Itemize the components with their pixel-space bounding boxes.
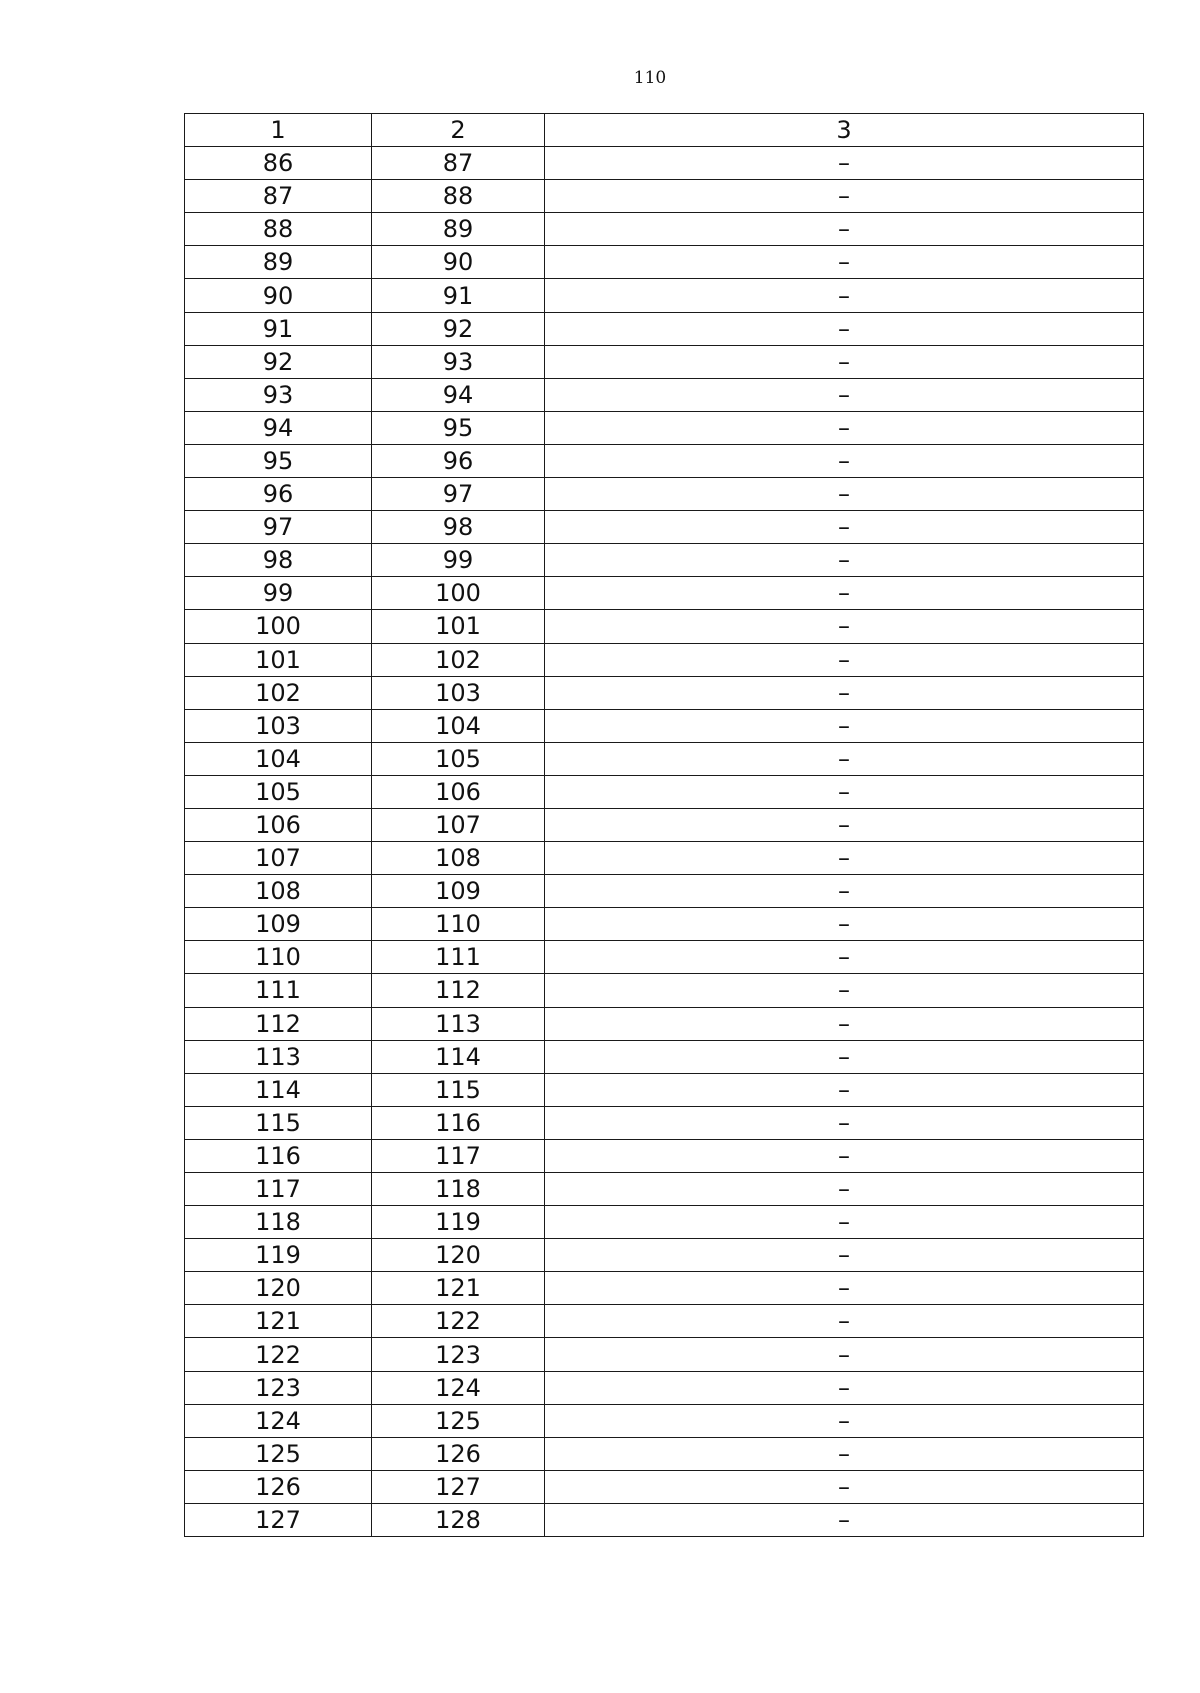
table-cell-col-3: – [545, 709, 1144, 742]
table-row [185, 1338, 1144, 1371]
table-row [185, 378, 1144, 411]
data-table [184, 113, 1144, 1537]
table-cell-col-3: – [545, 312, 1144, 345]
table-cell-col-3: – [545, 1073, 1144, 1106]
table-row [185, 1206, 1144, 1239]
table-cell-col-2: 121 [372, 1272, 545, 1305]
table-cell-col-3: – [545, 147, 1144, 180]
table-cell-col-2: 91 [372, 279, 545, 312]
table-cell-col-3: – [545, 1437, 1144, 1470]
table-row [185, 610, 1144, 643]
table-cell-col-3: – [545, 1338, 1144, 1371]
table-row [185, 345, 1144, 378]
table-row [185, 213, 1144, 246]
table-cell-col-1: 110 [185, 941, 372, 974]
table-cell-col-3: – [545, 345, 1144, 378]
table-cell-col-2: 110 [372, 908, 545, 941]
table-row [185, 1272, 1144, 1305]
page-number: 110 [633, 68, 667, 88]
table-row [185, 312, 1144, 345]
table-cell-col-1: 100 [185, 610, 372, 643]
table-cell-col-2: 117 [372, 1139, 545, 1172]
table-row [185, 1040, 1144, 1073]
table-cell-col-1: 123 [185, 1371, 372, 1404]
table-cell-col-2: 115 [372, 1073, 545, 1106]
table-cell-col-1: 96 [185, 478, 372, 511]
table-cell-col-1: 90 [185, 279, 372, 312]
table-cell-col-1: 126 [185, 1470, 372, 1503]
table-cell-col-3: – [545, 577, 1144, 610]
table-cell-col-1: 91 [185, 312, 372, 345]
table-cell-col-3: – [545, 1272, 1144, 1305]
table-cell-col-2: 93 [372, 345, 545, 378]
table-cell-col-1: 88 [185, 213, 372, 246]
table-cell-col-2: 123 [372, 1338, 545, 1371]
table-cell-col-2: 114 [372, 1040, 545, 1073]
table-cell-col-3: – [545, 842, 1144, 875]
table-cell-col-3: – [545, 1040, 1144, 1073]
table-cell-col-2: 100 [372, 577, 545, 610]
table-cell-col-2: 125 [372, 1404, 545, 1437]
table-cell-col-3: – [545, 180, 1144, 213]
table-cell-col-1: 101 [185, 643, 372, 676]
table-row [185, 577, 1144, 610]
table-cell-col-2: 92 [372, 312, 545, 345]
table-row [185, 643, 1144, 676]
table-row [185, 478, 1144, 511]
table-cell-col-3: – [545, 941, 1144, 974]
table-cell-col-2: 112 [372, 974, 545, 1007]
table-cell-col-2: 116 [372, 1106, 545, 1139]
table-row [185, 246, 1144, 279]
table-cell-col-1: 95 [185, 444, 372, 477]
table-cell-col-3: – [545, 478, 1144, 511]
table-cell-col-1: 116 [185, 1139, 372, 1172]
table-cell-col-3: – [545, 908, 1144, 941]
table-row [185, 1173, 1144, 1206]
table-header-row [185, 114, 1144, 147]
table-cell-col-3: – [545, 1404, 1144, 1437]
column-header-3: 3 [545, 114, 1144, 147]
table-cell-col-1: 113 [185, 1040, 372, 1073]
table-cell-col-2: 105 [372, 742, 545, 775]
table-row [185, 842, 1144, 875]
table-cell-col-2: 98 [372, 511, 545, 544]
table-cell-col-1: 109 [185, 908, 372, 941]
table-cell-col-1: 111 [185, 974, 372, 1007]
table-cell-col-3: – [545, 1305, 1144, 1338]
table-cell-col-2: 126 [372, 1437, 545, 1470]
table-row [185, 1503, 1144, 1536]
table-row [185, 875, 1144, 908]
table-cell-col-2: 119 [372, 1206, 545, 1239]
table-cell-col-3: – [545, 411, 1144, 444]
table-cell-col-3: – [545, 1371, 1144, 1404]
table-row [185, 1073, 1144, 1106]
table-cell-col-2: 99 [372, 544, 545, 577]
table-cell-col-1: 104 [185, 742, 372, 775]
table-cell-col-2: 120 [372, 1239, 545, 1272]
table-row [185, 908, 1144, 941]
table-row [185, 1371, 1144, 1404]
table-cell-col-2: 104 [372, 709, 545, 742]
table-cell-col-1: 99 [185, 577, 372, 610]
table-cell-col-1: 89 [185, 246, 372, 279]
table-cell-col-3: – [545, 1106, 1144, 1139]
table-cell-col-1: 115 [185, 1106, 372, 1139]
table-cell-col-2: 111 [372, 941, 545, 974]
table-cell-col-2: 88 [372, 180, 545, 213]
table-cell-col-1: 102 [185, 676, 372, 709]
table-cell-col-3: – [545, 1470, 1144, 1503]
table-cell-col-2: 87 [372, 147, 545, 180]
table-cell-col-1: 94 [185, 411, 372, 444]
table-cell-col-3: – [545, 1007, 1144, 1040]
table-cell-col-1: 87 [185, 180, 372, 213]
table-cell-col-3: – [545, 279, 1144, 312]
table-cell-col-1: 118 [185, 1206, 372, 1239]
table-row [185, 279, 1144, 312]
table-cell-col-1: 121 [185, 1305, 372, 1338]
table-cell-col-2: 107 [372, 808, 545, 841]
table-row [185, 1437, 1144, 1470]
table-cell-col-3: – [545, 643, 1144, 676]
table-row [185, 1106, 1144, 1139]
table-row [185, 1470, 1144, 1503]
table-cell-col-3: – [545, 378, 1144, 411]
table-body [185, 147, 1144, 1537]
table-row [185, 511, 1144, 544]
table-row [185, 974, 1144, 1007]
table-row [185, 444, 1144, 477]
table-cell-col-2: 108 [372, 842, 545, 875]
table-cell-col-3: – [545, 213, 1144, 246]
table-cell-col-3: – [545, 444, 1144, 477]
table-cell-col-2: 102 [372, 643, 545, 676]
table-row [185, 941, 1144, 974]
table-cell-col-3: – [545, 676, 1144, 709]
table-cell-col-3: – [545, 1173, 1144, 1206]
table-cell-col-3: – [545, 808, 1144, 841]
table-cell-col-3: – [545, 974, 1144, 1007]
table-cell-col-1: 97 [185, 511, 372, 544]
table-cell-col-3: – [545, 1239, 1144, 1272]
table-cell-col-1: 98 [185, 544, 372, 577]
table-row [185, 411, 1144, 444]
table-row [185, 147, 1144, 180]
table-cell-col-2: 122 [372, 1305, 545, 1338]
table-cell-col-1: 92 [185, 345, 372, 378]
table-cell-col-1: 117 [185, 1173, 372, 1206]
table-cell-col-2: 97 [372, 478, 545, 511]
table-cell-col-1: 124 [185, 1404, 372, 1437]
table-cell-col-1: 120 [185, 1272, 372, 1305]
table-cell-col-1: 107 [185, 842, 372, 875]
table-row [185, 676, 1144, 709]
table-cell-col-1: 125 [185, 1437, 372, 1470]
table-row [185, 709, 1144, 742]
table-cell-col-3: – [545, 1503, 1144, 1536]
table-cell-col-1: 119 [185, 1239, 372, 1272]
table-row [185, 544, 1144, 577]
table-cell-col-2: 94 [372, 378, 545, 411]
table-cell-col-1: 112 [185, 1007, 372, 1040]
table-cell-col-1: 114 [185, 1073, 372, 1106]
table-cell-col-1: 106 [185, 808, 372, 841]
table-row [185, 808, 1144, 841]
table-cell-col-1: 122 [185, 1338, 372, 1371]
table-row [185, 1239, 1144, 1272]
table-cell-col-2: 101 [372, 610, 545, 643]
table-cell-col-2: 109 [372, 875, 545, 908]
table-cell-col-2: 106 [372, 775, 545, 808]
table-cell-col-3: – [545, 775, 1144, 808]
table-row [185, 1139, 1144, 1172]
table-row [185, 1305, 1144, 1338]
table-cell-col-3: – [545, 1206, 1144, 1239]
table-cell-col-3: – [545, 610, 1144, 643]
column-header-1: 1 [185, 114, 372, 147]
table-cell-col-1: 86 [185, 147, 372, 180]
table-cell-col-1: 93 [185, 378, 372, 411]
table-cell-col-3: – [545, 875, 1144, 908]
table-row [185, 742, 1144, 775]
table-cell-col-2: 95 [372, 411, 545, 444]
table-cell-col-2: 90 [372, 246, 545, 279]
table-cell-col-1: 105 [185, 775, 372, 808]
table-cell-col-2: 118 [372, 1173, 545, 1206]
table-row [185, 1007, 1144, 1040]
table-cell-col-3: – [545, 246, 1144, 279]
table-cell-col-2: 103 [372, 676, 545, 709]
table-cell-col-1: 127 [185, 1503, 372, 1536]
table-cell-col-2: 124 [372, 1371, 545, 1404]
table-cell-col-2: 89 [372, 213, 545, 246]
table-cell-col-3: – [545, 544, 1144, 577]
table-row [185, 180, 1144, 213]
table-cell-col-3: – [545, 511, 1144, 544]
table-cell-col-1: 108 [185, 875, 372, 908]
column-header-2: 2 [372, 114, 545, 147]
table-cell-col-2: 128 [372, 1503, 545, 1536]
table-row [185, 1404, 1144, 1437]
table-row [185, 775, 1144, 808]
table-cell-col-1: 103 [185, 709, 372, 742]
table-cell-col-3: – [545, 742, 1144, 775]
table-cell-col-2: 96 [372, 444, 545, 477]
table-cell-col-2: 113 [372, 1007, 545, 1040]
table-cell-col-2: 127 [372, 1470, 545, 1503]
table-cell-col-3: – [545, 1139, 1144, 1172]
